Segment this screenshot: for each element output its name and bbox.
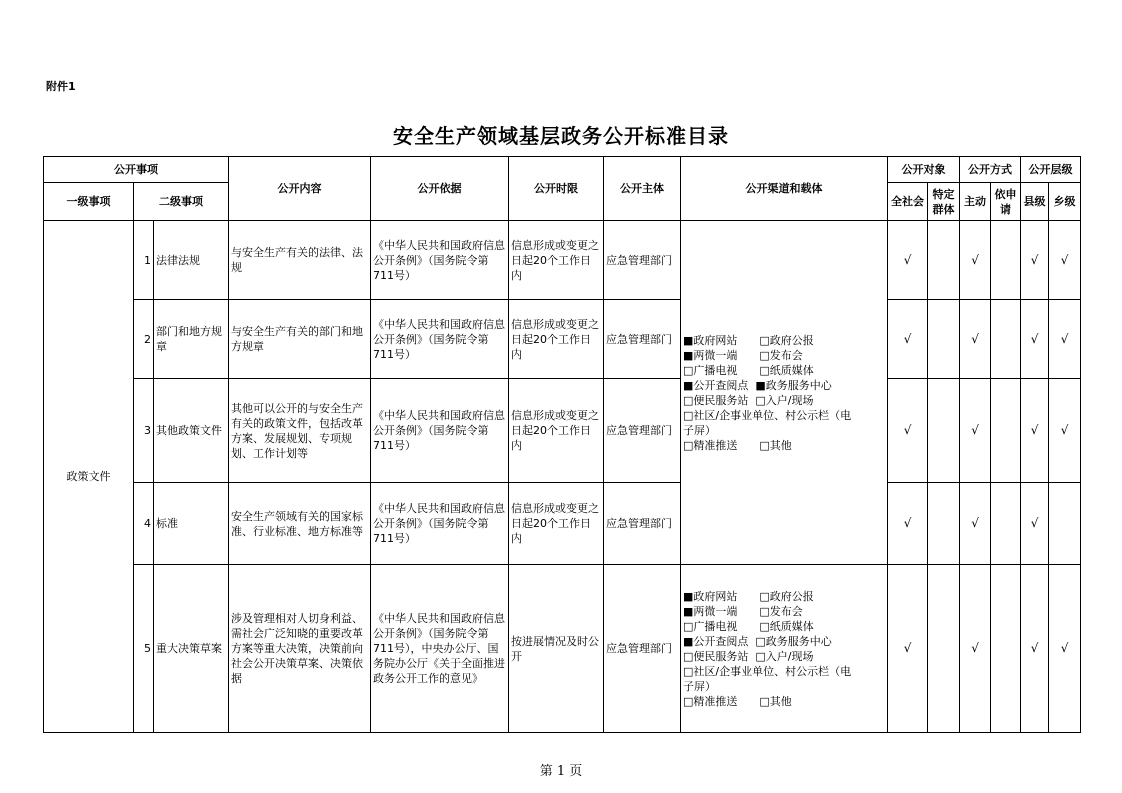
mark-method-apply	[991, 300, 1021, 379]
item-basis: 《中华人民共和国政府信息公开条例》（国务院令第711号）	[371, 300, 509, 379]
item-name: 部门和地方规章	[154, 300, 229, 379]
header-target-specific: 特定群体	[928, 183, 960, 221]
header-method-apply: 依申请	[991, 183, 1021, 221]
row-number: 3	[134, 379, 154, 483]
table-row	[44, 565, 1081, 733]
mark-level-town: √	[1049, 300, 1081, 379]
row-number: 2	[134, 300, 154, 379]
header-target-all: 全社会	[888, 183, 928, 221]
mark-method-active: √	[960, 379, 991, 483]
header-level-county: 县级	[1021, 183, 1049, 221]
header-target: 公开对象	[888, 157, 960, 183]
mark-target-all: √	[888, 221, 928, 300]
mark-target-all: √	[888, 483, 928, 565]
header-method-active: 主动	[960, 183, 991, 221]
header-basis: 公开依据	[371, 157, 509, 221]
channels-cell	[681, 565, 888, 733]
item-basis: 《中华人民共和国政府信息公开条例》（国务院令第711号）	[371, 221, 509, 300]
attachment-label: 附件1	[46, 80, 76, 93]
item-name: 法律法规	[154, 221, 229, 300]
header-time-limit: 公开时限	[509, 157, 604, 221]
item-name: 重大决策草案	[154, 565, 229, 733]
header-items: 公开事项	[44, 157, 229, 183]
standards-table	[43, 156, 1081, 733]
mark-level-county: √	[1021, 300, 1049, 379]
mark-level-town: √	[1049, 379, 1081, 483]
mark-level-county: √	[1021, 221, 1049, 300]
mark-method-apply	[991, 221, 1021, 300]
header-level1: 一级事项	[44, 183, 134, 221]
category-cell: 政策文件	[44, 221, 134, 733]
row-number: 5	[134, 565, 154, 733]
item-basis: 《中华人民共和国政府信息公开条例》（国务院令第711号）	[371, 483, 509, 565]
item-time-limit: 信息形成或变更之日起20个工作日内	[509, 221, 604, 300]
header-level2: 二级事项	[134, 183, 229, 221]
item-subject: 应急管理部门	[604, 221, 681, 300]
item-time-limit: 按进展情况及时公开	[509, 565, 604, 733]
header-content: 公开内容	[229, 157, 371, 221]
item-subject: 应急管理部门	[604, 483, 681, 565]
channels-text: ■政府网站 □政府公报 ■两微一端 □发布会 □广播电视 □纸质媒体 ■公开查阅点 □政务服务中心 □便民服务站 □入户/现场 □社区/企事业单位、村公示栏（电 子屏） □精准推送 □其他	[683, 589, 852, 708]
item-content: 其他可以公开的与安全生产有关的政策文件，包括改革方案、发展规划、专项规划、工作计划等	[229, 379, 371, 483]
mark-level-town: √	[1049, 565, 1081, 733]
item-name: 其他政策文件	[154, 379, 229, 483]
mark-level-county: √	[1021, 379, 1049, 483]
item-time-limit: 信息形成或变更之日起20个工作日内	[509, 483, 604, 565]
mark-method-active: √	[960, 300, 991, 379]
page-number: 第 1 页	[539, 764, 583, 779]
item-content: 涉及管理相对人切身利益、需社会广泛知晓的重要改革方案等重大决策，决策前向社会公开决策草案、决策依据	[229, 565, 371, 733]
mark-method-apply	[991, 379, 1021, 483]
header-row-1	[44, 157, 1081, 183]
table-row	[44, 379, 1081, 483]
item-basis: 《中华人民共和国政府信息公开条例》（国务院令第711号）	[371, 379, 509, 483]
mark-target-all: √	[888, 300, 928, 379]
row-number: 4	[134, 483, 154, 565]
item-time-limit: 信息形成或变更之日起20个工作日内	[509, 300, 604, 379]
item-content: 安全生产领域有关的国家标准、行业标准、地方标准等	[229, 483, 371, 565]
header-method: 公开方式	[960, 157, 1021, 183]
header-level: 公开层级	[1021, 157, 1081, 183]
header-level-town: 乡级	[1049, 183, 1081, 221]
item-subject: 应急管理部门	[604, 565, 681, 733]
mark-method-active: √	[960, 565, 991, 733]
channels-text: ■政府网站 □政府公报 ■两微一端 □发布会 □广播电视 □纸质媒体 ■公开查阅点 ■政务服务中心 □便民服务站 □入户/现场 □社区/企事业单位、村公示栏（电 子屏） □精准推送 □其他	[683, 333, 852, 452]
mark-method-apply	[991, 565, 1021, 733]
header-channels: 公开渠道和载体	[681, 157, 888, 221]
mark-target-specific	[928, 221, 960, 300]
row-number: 1	[134, 221, 154, 300]
mark-target-all: √	[888, 379, 928, 483]
table-row	[44, 300, 1081, 379]
item-content: 与安全生产有关的法律、法规	[229, 221, 371, 300]
document-title: 安全生产领域基层政务公开标准目录	[393, 124, 729, 148]
item-time-limit: 信息形成或变更之日起20个工作日内	[509, 379, 604, 483]
item-subject: 应急管理部门	[604, 379, 681, 483]
item-basis: 《中华人民共和国政府信息公开条例》（国务院令第711号），中央办公厅、国务院办公厅《关于全面推进政务公开工作的意见》	[371, 565, 509, 733]
mark-target-specific	[928, 379, 960, 483]
mark-level-county: √	[1021, 483, 1049, 565]
mark-level-county: √	[1021, 565, 1049, 733]
mark-level-town	[1049, 483, 1081, 565]
header-subject: 公开主体	[604, 157, 681, 221]
item-name: 标准	[154, 483, 229, 565]
mark-target-specific	[928, 300, 960, 379]
mark-target-specific	[928, 483, 960, 565]
item-content: 与安全生产有关的部门和地方规章	[229, 300, 371, 379]
mark-method-apply	[991, 483, 1021, 565]
table-row	[44, 221, 1081, 300]
mark-level-town: √	[1049, 221, 1081, 300]
item-subject: 应急管理部门	[604, 300, 681, 379]
channels-cell	[681, 221, 888, 565]
mark-target-all: √	[888, 565, 928, 733]
mark-target-specific	[928, 565, 960, 733]
mark-method-active: √	[960, 483, 991, 565]
mark-method-active: √	[960, 221, 991, 300]
table-row	[44, 483, 1081, 565]
